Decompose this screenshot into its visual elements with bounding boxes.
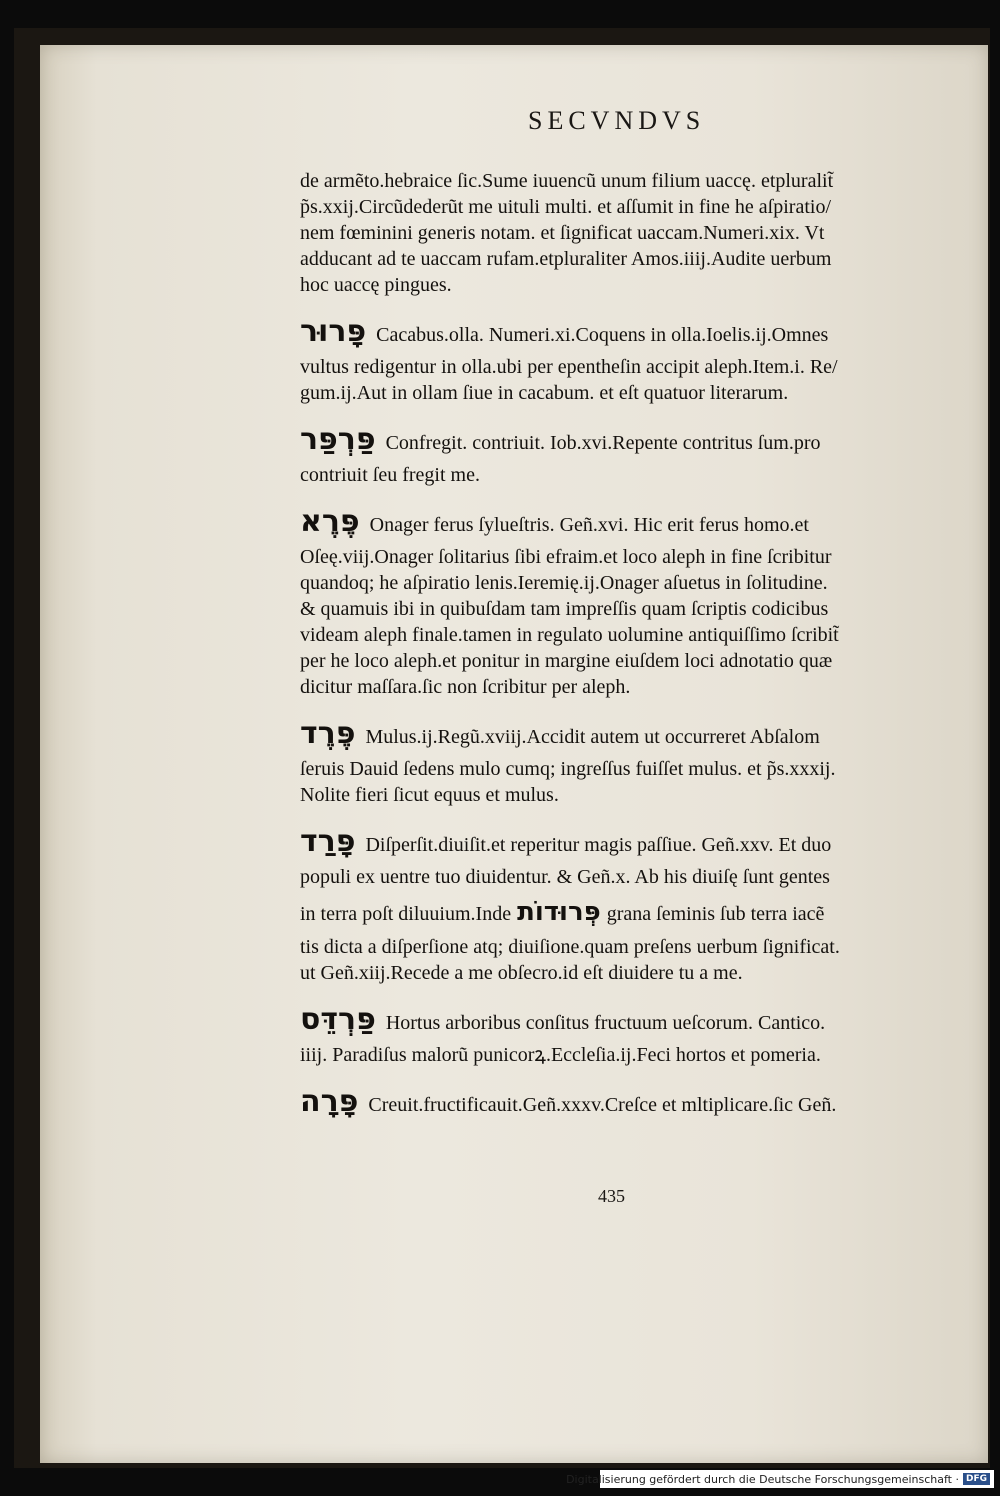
hebrew-headword: פָּרַד xyxy=(300,824,356,859)
entry-first-line xyxy=(300,820,960,864)
entry-parur xyxy=(300,310,960,406)
text-line: ut Geñ.xiij.Recede a me obſecro.id eſt diuidere tu a me. xyxy=(300,962,743,984)
page-number: 435 xyxy=(598,1186,625,1206)
text-line: quandoq; he aſpiratio lenis.Ieremię.ij.Onager aſuetus in ſolitudine. xyxy=(300,572,828,594)
entry-first-line xyxy=(300,310,960,354)
entry-pered xyxy=(300,712,960,808)
entry-first-line xyxy=(300,1080,960,1124)
entry-pardes xyxy=(300,998,960,1068)
text-segment: in terra poſt diluuium.Inde xyxy=(300,903,512,925)
text-line: populi ex uentre tuo diuidentur. & Geñ.x. Ab his diuiſę ſunt gentes xyxy=(300,866,830,888)
inline-hebrew-line xyxy=(300,890,960,934)
running-head: SECVNDVS xyxy=(528,106,706,135)
digitization-footer xyxy=(566,1470,994,1488)
text-segment: grana ſeminis ſub terra iacẽ xyxy=(606,903,825,925)
entry-pere xyxy=(300,500,960,700)
text-line: & quamuis ibi in quibuſdam tam impreſſis quam ſcriptis codicibus xyxy=(300,598,829,620)
entry-definition: Onager ferus ſylueſtris. Geñ.xvi. Hic erit ferus homo.et xyxy=(369,514,809,536)
hebrew-inline-word: פְּרוּדוֹת xyxy=(517,897,601,927)
intro-paragraph xyxy=(300,168,960,298)
dfg-logo-icon: DFG xyxy=(963,1473,990,1485)
entry-first-line xyxy=(300,418,960,462)
entry-first-line xyxy=(300,712,960,756)
entry-parpar xyxy=(300,418,960,488)
text-line: gum.ij.Aut in ollam ſiue in cacabum. et eſt quatuor literarum. xyxy=(300,382,789,404)
entry-first-line xyxy=(300,998,960,1042)
entry-definition: Diſperſit.diuiſit.et reperitur magis paſſiue. Geñ.xxv. Et duo xyxy=(365,834,832,856)
text-line: vultus redigentur in olla.ubi per epentheſin accipit aleph.Item.i. Re/ xyxy=(300,356,838,378)
text-line: p̃s.xxij.Circũdederũt me uituli multi. et aſſumit in fine he aſpiratio/ xyxy=(300,196,832,218)
text-line: ſeruis Dauid ſedens mulo cumq; ingreſſus fuiſſet mulus. et p̃s.xxxij. xyxy=(300,758,836,780)
text-line: per he loco aleph.et ponitur in margine eiuſdem loci adnotatio quæ xyxy=(300,650,833,672)
text-line: adducant ad te uaccam rufam.etpluraliter Amos.iiij.Audite uerbum xyxy=(300,248,832,270)
text-line: nem fœminini generis notam. et ſignificat uaccam.Numeri.xix. Vt xyxy=(300,222,825,244)
entry-parah xyxy=(300,1080,960,1124)
entry-definition: Confregit. contriuit. Iob.xvi.Repente contritus ſum.pro xyxy=(385,432,821,454)
text-line: de armẽto.hebraice ſic.Sume iuuencũ unum filium uaccę. etpluralit̃ xyxy=(300,170,834,192)
hebrew-headword: פָּרוּר xyxy=(300,314,367,349)
hebrew-headword: פַּרְפַּר xyxy=(300,422,376,457)
hebrew-headword: פֶּרֶא xyxy=(300,504,360,539)
text-line: contriuit ſeu fregit me. xyxy=(300,464,480,486)
entry-first-line xyxy=(300,500,960,544)
text-line: tis dicta a diſperſione atq; diuiſione.quam preſens uerbum ſignificat. xyxy=(300,936,840,958)
entry-parad xyxy=(300,820,960,986)
entry-definition: Creuit.fructificauit.Geñ.xxxv.Creſce et mltiplicare.ſic Geñ. xyxy=(368,1094,837,1116)
text-line: dicitur maſſara.ſic non ſcribitur per aleph. xyxy=(300,676,631,698)
entry-definition: Cacabus.olla. Numeri.xi.Coquens in olla.Ioelis.ij.Omnes xyxy=(376,324,829,346)
footer-text: Digitalisierung gefördert durch die Deutsche Forschungsgemeinschaft · xyxy=(566,1472,959,1486)
text-block xyxy=(300,168,960,1136)
entry-definition: Hortus arboribus conſitus fructuum ueſcorum. Cantico. xyxy=(385,1012,826,1034)
hebrew-headword: פֶּרֶד xyxy=(300,716,356,751)
entry-definition: Mulus.ij.Regũ.xviij.Accidit autem ut occurreret Abſalom xyxy=(365,726,820,748)
hebrew-headword: פַּרְדֵּס xyxy=(300,1002,376,1037)
text-line: Oſeę.viij.Onager ſolitarius ſibi efraim.et loco aleph in fine ſcribitur xyxy=(300,546,832,568)
text-line: videam aleph finale.tamen in regulato uolumine antiquiſſimo ſcribit̃ xyxy=(300,624,839,646)
text-line: Nolite fieri ſicut equus et mulus. xyxy=(300,784,559,806)
hebrew-headword: פָּרָה xyxy=(300,1084,359,1119)
text-line: hoc uaccę pingues. xyxy=(300,274,452,296)
text-line: iiij. Paradiſus malorũ punicorꝝ.Eccleſia.ij.Feci hortos et pomeria. xyxy=(300,1044,821,1066)
